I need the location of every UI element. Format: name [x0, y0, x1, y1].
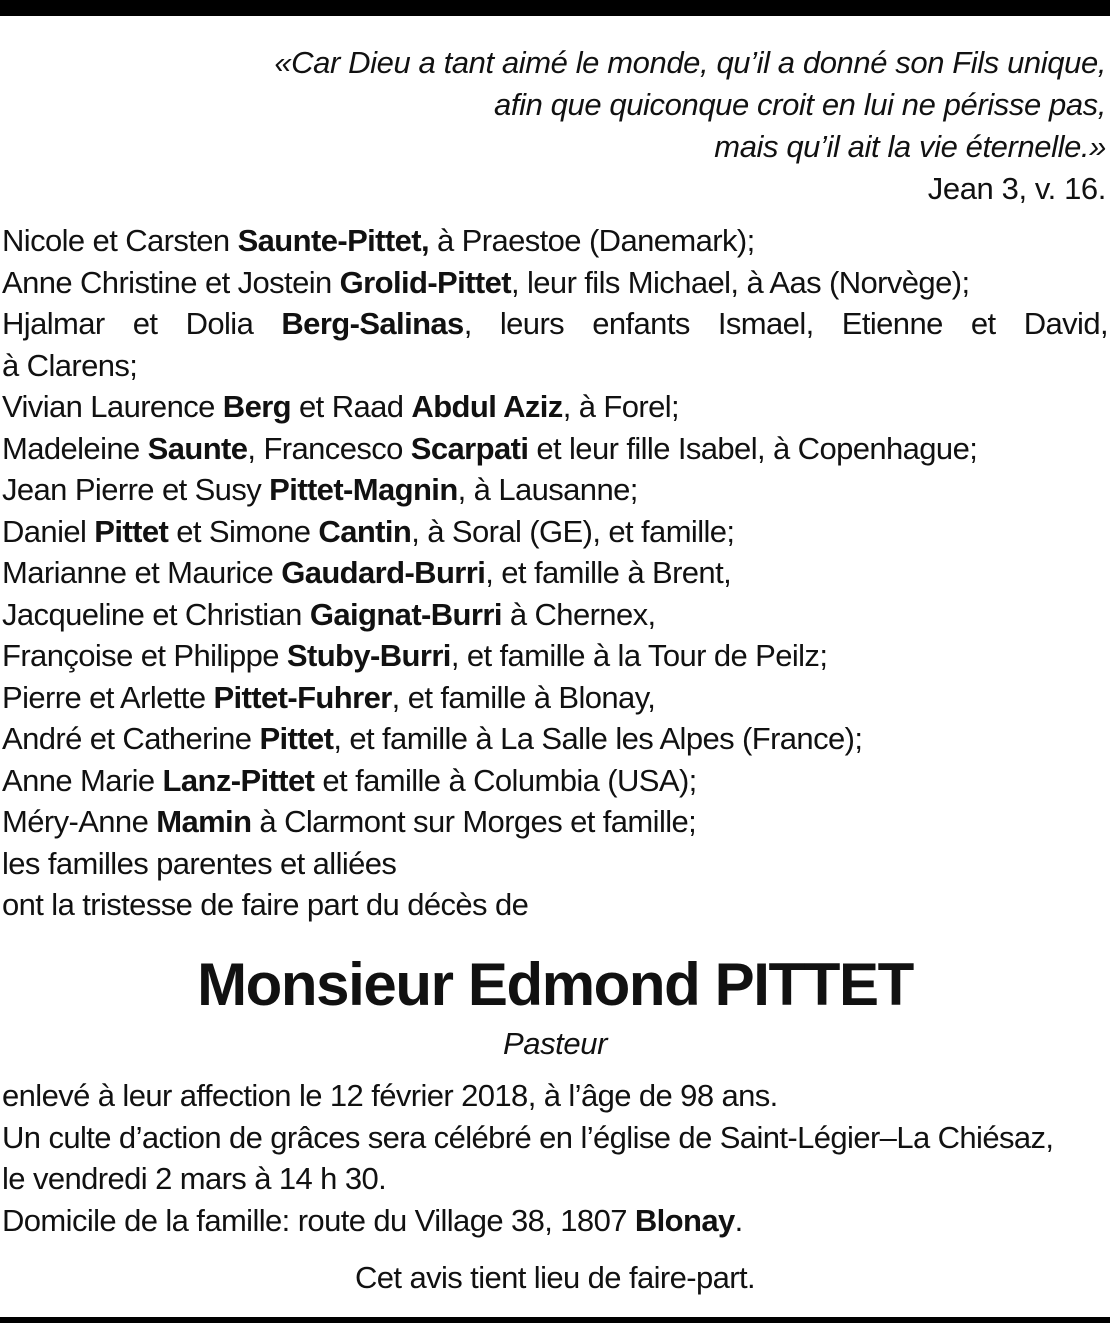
entry-text: , et famille à la Tour de Peilz; [450, 638, 828, 673]
entry-text: Nicole et Carsten [2, 223, 238, 258]
bottom-rule [0, 1317, 1110, 1323]
entry-text: , leurs enfants Ismael, Etienne et David, [463, 306, 1108, 341]
entry-text: , Francesco [247, 430, 411, 466]
entry-text: Jacqueline et Christian [2, 596, 310, 632]
family-name: Lanz-Pittet [162, 762, 315, 798]
entry-text: , et famille à Brent, [485, 555, 732, 590]
family-name: Stuby-Burri [286, 638, 451, 673]
entry-text: Marianne et Maurice [2, 555, 282, 590]
family-name: Mamin [156, 804, 252, 839]
entry-text: et leur fille Isabel, à Copenhague; [528, 430, 978, 466]
family-name: Abdul Aziz [411, 389, 563, 424]
family-entry [2, 677, 1108, 719]
entry-text: Pierre et Arlette [2, 679, 214, 715]
entry-text: , leur fils Michael, à Aas (Norvège); [510, 264, 970, 300]
verse-line: afin que quiconque croit en lui ne périsse pas, [494, 87, 1106, 122]
entry-text: Françoise et Philippe [2, 638, 287, 673]
family-entry [2, 386, 1108, 428]
family-name: Gaignat-Burri [309, 596, 502, 632]
entry-text: , à Forel; [562, 389, 680, 424]
family-name: Saunte-Pittet, [237, 223, 429, 258]
closing-note: Cet avis tient lieu de faire-part. [354, 1260, 756, 1295]
address-town: Blonay [634, 1202, 735, 1238]
family-entry [2, 594, 1108, 636]
entry-text: , et famille à Blonay, [391, 679, 656, 715]
entry-text: Vivian Laurence [2, 389, 223, 424]
entry-text: Hjalmar et Dolia [2, 306, 282, 341]
deceased-name: Monsieur Edmond PITTET [197, 951, 913, 1018]
family-entry [2, 428, 1108, 470]
families-related-line: les familles parentes et alliées [2, 845, 397, 881]
family-name: Berg [222, 389, 292, 424]
family-entry [2, 303, 1108, 345]
family-name: Pittet-Fuhrer [213, 679, 392, 715]
family-address-line [2, 1200, 1108, 1242]
family-entry [2, 801, 1108, 843]
family-entry [2, 469, 1108, 511]
top-rule [0, 0, 1110, 16]
family-entry [2, 262, 1108, 304]
family-name: Saunte [147, 430, 248, 466]
service-details [2, 1075, 1108, 1241]
entry-text: à Praestoe (Danemark); [428, 223, 755, 258]
service-date-line: le vendredi 2 mars à 14 h 30. [2, 1161, 387, 1196]
entry-text: Anne Marie [2, 762, 163, 798]
family-name: Pittet [94, 513, 169, 549]
family-entry [2, 718, 1108, 760]
entry-text: et famille à Columbia (USA); [314, 762, 697, 798]
family-entry [2, 511, 1108, 553]
family-name: Gaudard-Burri [281, 555, 486, 590]
verse-reference: Jean 3, v. 16. [927, 171, 1106, 206]
family-name: Grolid-Pittet [339, 264, 511, 300]
family-entry [2, 220, 1108, 262]
bible-verse [106, 42, 1106, 210]
family-name: Scarpati [410, 430, 529, 466]
address-end: . [734, 1202, 743, 1238]
entry-text: , à Lausanne; [457, 472, 638, 507]
entry-text: Méry-Anne [2, 804, 157, 839]
family-name: Cantin [318, 513, 412, 549]
family-list [2, 220, 1108, 926]
family-entry [2, 552, 1108, 594]
entry-text: Anne Christine et Jostein [2, 264, 340, 300]
entry-text: à Clarmont sur Morges et famille; [251, 804, 697, 839]
announcement-line: ont la tristesse de faire part du décès de [2, 887, 529, 922]
entry-text: Daniel [2, 513, 95, 549]
entry-text: et Simone [168, 513, 319, 549]
verse-line: mais qu’il ait la vie éternelle.» [714, 129, 1106, 164]
family-name: Pittet [259, 721, 334, 756]
entry-text: Jean Pierre et Susy [2, 472, 270, 507]
entry-text: à Chernex, [501, 596, 656, 632]
family-name: Pittet-Magnin [269, 472, 458, 507]
service-location-line: Un culte d’action de grâces sera célébré en l’église de Saint-Légier–La Chiésaz, [2, 1119, 1054, 1155]
family-entry [2, 760, 1108, 802]
entry-text: , et famille à La Salle les Alpes (France); [333, 721, 863, 756]
entry-text: Madeleine [2, 430, 148, 466]
deceased-role: Pasteur [502, 1026, 608, 1061]
death-date-line: enlevé à leur affection le 12 février 2018, à l’âge de 98 ans. [2, 1078, 778, 1113]
entry-text: André et Catherine [2, 721, 260, 756]
family-entry-continuation: à Clarens; [2, 347, 138, 383]
address-text: Domicile de la famille: route du Village 38, 1807 [2, 1202, 635, 1238]
verse-line: «Car Dieu a tant aimé le monde, qu’il a donné son Fils unique, [274, 45, 1106, 80]
family-name: Berg-Salinas [281, 306, 464, 341]
entry-text: et Raad [291, 389, 412, 424]
family-entry [2, 635, 1108, 677]
entry-text: , à Soral (GE), et famille; [411, 513, 735, 549]
